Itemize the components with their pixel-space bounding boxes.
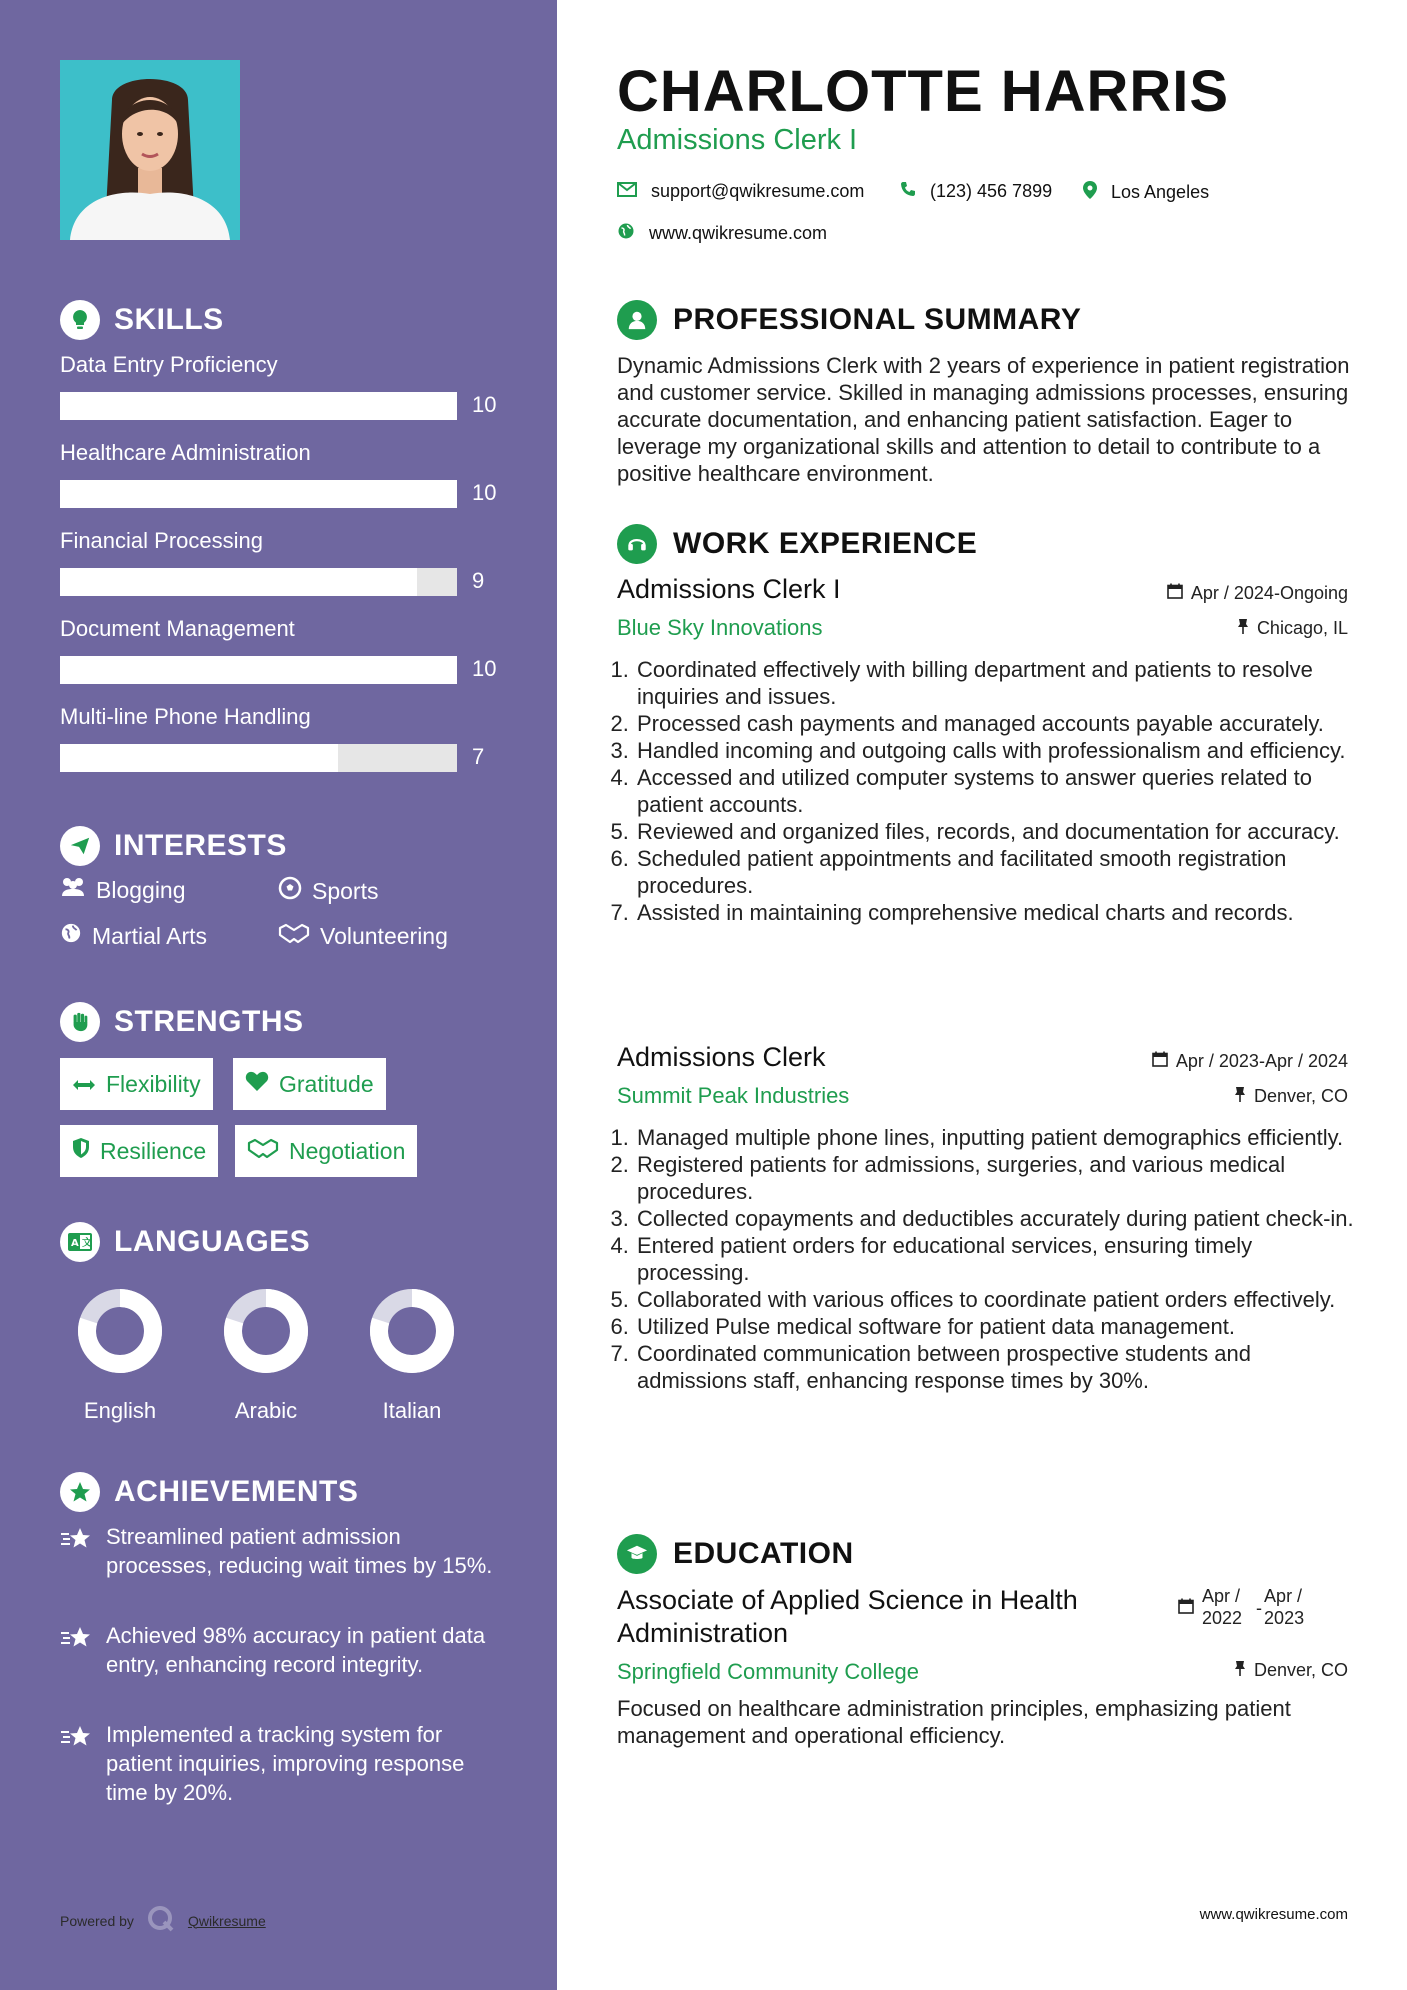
education-start: [1202, 1585, 1242, 1629]
list-item: 3. Handled incoming and outgoing calls with professionalism and efficiency.: [635, 737, 1357, 764]
skill-name: Document Management: [60, 616, 295, 641]
languages-heading: [60, 1222, 310, 1262]
list-item: 6. Scheduled patient appointments and facilitated smooth registration procedures.: [635, 845, 1357, 899]
powered-by: [60, 1904, 266, 1937]
interest-label: Martial Arts: [92, 922, 208, 949]
email-text: support@qwikresume.com: [651, 181, 865, 201]
heart-icon: [245, 1070, 269, 1098]
job-responsibilities: [612, 1124, 1357, 1394]
calendar-icon: [1178, 1585, 1194, 1619]
skill-bar-fill: [60, 480, 457, 508]
strength-badge: [233, 1058, 386, 1110]
skill-item: [60, 352, 500, 417]
paper-plane-icon: [60, 826, 100, 866]
language-item: [60, 1288, 180, 1424]
qwikresume-link[interactable]: Qwikresume: [187, 1912, 266, 1929]
job-location: [1237, 618, 1348, 639]
strength-badge: [60, 1058, 213, 1110]
skill-bar: [60, 744, 457, 772]
list-item: 4. Accessed and utilized computer systems to answer queries related to patient accounts.: [635, 764, 1357, 818]
education-title: EDUCATION: [673, 1537, 854, 1570]
language-donut: [77, 1288, 163, 1374]
strengths-heading: [60, 1002, 304, 1042]
strength-badge: [60, 1125, 218, 1177]
summary-text: Dynamic Admissions Clerk with 2 years of experience in patient registration and customer service. Skilled in managing admissions processes, ensuring accurate documentation, and enhancing patient satisfaction. Eager to leverage my organizational skills and attention to detail to contribute to a positive healthcare environment.: [617, 353, 1350, 486]
skill-bar-fill: [60, 744, 338, 772]
user-icon: [617, 300, 657, 340]
calendar-icon: [1152, 1051, 1168, 1072]
degree-title: Associate of Applied Science in Health Administration: [617, 1585, 1078, 1648]
list-item: 2. Registered patients for admissions, surgeries, and various medical procedures.: [635, 1151, 1357, 1205]
skill-value: 7: [472, 744, 485, 769]
handshake-icon: [278, 922, 310, 950]
profile-photo: [60, 60, 240, 240]
job-location: [1234, 1086, 1348, 1107]
interest-label: Volunteering: [320, 922, 448, 949]
skill-bar-fill: [60, 392, 457, 420]
language-icon: [60, 1222, 100, 1262]
lightbulb-icon: [60, 300, 100, 340]
powered-by-label: Powered by: [60, 1912, 134, 1929]
sidebar: [0, 0, 557, 1990]
job-dates: [1152, 1051, 1348, 1072]
list-item: 3. Collected copayments and deductibles accurately during patient check-in.: [635, 1205, 1357, 1232]
skill-bar: [60, 568, 457, 596]
shooting-star-icon: [60, 1720, 94, 1807]
job-dates-text: Apr / 2024-Ongoing: [1190, 583, 1348, 603]
school-name: Springfield Community College: [617, 1659, 920, 1684]
achievements-heading: [60, 1472, 358, 1512]
experience-title: WORK EXPERIENCE: [673, 527, 978, 560]
interest-item: [60, 922, 207, 950]
candidate-name: CHARLOTTE HARRIS: [617, 59, 1230, 124]
job-title: Admissions Clerk: [617, 1042, 826, 1072]
job-company: Summit Peak Industries: [617, 1083, 850, 1108]
strength-label: Resilience: [100, 1137, 207, 1164]
start-year: 2022: [1202, 1608, 1243, 1628]
achievement-item: [60, 1621, 510, 1679]
skill-item: [60, 616, 500, 681]
interests-title: INTERESTS: [114, 829, 287, 862]
calendar-icon: [1167, 583, 1183, 604]
start-month: Apr /: [1202, 1586, 1241, 1606]
skill-item: [60, 440, 500, 505]
list-item: 2. Processed cash payments and managed accounts payable accurately.: [635, 710, 1357, 737]
skill-bar: [60, 656, 457, 684]
achievement-text: Streamlined patient admission processes, reducing wait times by 15%.: [106, 1524, 493, 1578]
qwikresume-logo-icon: [146, 1904, 176, 1937]
skills-title: SKILLS: [114, 303, 224, 336]
contact-email[interactable]: [617, 181, 864, 202]
language-item: [206, 1288, 326, 1424]
svg-text:A: A: [71, 1238, 79, 1249]
contact-location: [1083, 181, 1209, 204]
education-heading: [617, 1534, 854, 1574]
list-item: 7. Coordinated communication between prospective students and admissions staff, enhancing response times by 30%.: [635, 1340, 1357, 1394]
skill-bar: [60, 480, 457, 508]
job-location-text: Denver, CO: [1253, 1086, 1348, 1106]
summary-title: PROFESSIONAL SUMMARY: [673, 303, 1082, 336]
skills-heading: [60, 300, 224, 340]
shooting-star-icon: [60, 1621, 94, 1679]
interest-item: [60, 876, 186, 904]
contact-phone[interactable]: [900, 181, 1052, 202]
shooting-star-icon: [60, 1522, 94, 1580]
website-text: www.qwikresume.com: [649, 223, 828, 243]
skill-name: Healthcare Administration: [60, 440, 311, 465]
achievement-item: [60, 1720, 510, 1807]
skill-value: 10: [472, 392, 497, 417]
interest-item: [278, 876, 378, 906]
arrows-horizontal-icon: [72, 1071, 96, 1098]
skill-item: [60, 704, 500, 769]
fist-icon: [60, 1002, 100, 1042]
language-name: Italian: [382, 1398, 442, 1423]
languages-title: LANGUAGES: [114, 1225, 311, 1258]
list-item: 7. Assisted in maintaining comprehensive medical charts and records.: [635, 899, 1357, 926]
pushpin-icon: [1237, 618, 1249, 639]
skill-bar: [60, 392, 457, 420]
skill-name: Data Entry Proficiency: [60, 352, 278, 377]
achievement-text: Implemented a tracking system for patient inquiries, improving response time by 20%.: [106, 1722, 465, 1805]
star-badge-icon: [60, 1472, 100, 1512]
date-separator: -: [1256, 1598, 1263, 1618]
strengths-title: STRENGTHS: [114, 1005, 304, 1038]
strength-label: Gratitude: [279, 1070, 374, 1097]
experience-heading: [617, 524, 977, 564]
globe-icon: [60, 922, 82, 950]
end-year: 2023: [1264, 1608, 1305, 1628]
globe-icon: [617, 222, 635, 245]
education-dates: [1178, 1585, 1304, 1629]
skill-value: 10: [472, 480, 497, 505]
pushpin-icon: [1234, 1660, 1246, 1681]
job-location-text: Chicago, IL: [1256, 618, 1348, 638]
map-pin-icon: [1083, 181, 1097, 204]
education-end: [1264, 1585, 1304, 1629]
education-location: [1234, 1660, 1348, 1681]
job-dates-text: Apr / 2023-Apr / 2024: [1175, 1051, 1348, 1071]
language-donut: [223, 1288, 309, 1374]
footer-website[interactable]: www.qwikresume.com: [1199, 1906, 1348, 1923]
job-company: Blue Sky Innovations: [617, 615, 823, 640]
skill-name: Financial Processing: [60, 528, 263, 553]
soccer-ball-icon: [278, 876, 302, 906]
job-dates: [1167, 583, 1348, 604]
strength-badge: [235, 1125, 417, 1177]
envelope-icon: [617, 181, 637, 202]
list-item: 5. Collaborated with various offices to coordinate patient orders effectively.: [635, 1286, 1357, 1313]
users-icon: [60, 876, 86, 904]
summary-heading: [617, 300, 1081, 340]
pushpin-icon: [1234, 1086, 1246, 1107]
contact-website[interactable]: [617, 222, 827, 245]
skill-name: Multi-line Phone Handling: [60, 704, 311, 729]
handshake-icon: [247, 1137, 279, 1165]
end-month: Apr /: [1264, 1586, 1303, 1606]
list-item: 1. Managed multiple phone lines, inputting patient demographics efficiently.: [635, 1124, 1357, 1151]
interest-item: [278, 922, 448, 950]
skill-value: 9: [472, 568, 485, 593]
svg-text:文: 文: [82, 1238, 92, 1249]
graduate-icon: [617, 1534, 657, 1574]
skill-bar-fill: [60, 568, 417, 596]
list-item: 6. Utilized Pulse medical software for patient data management.: [635, 1313, 1357, 1340]
headset-icon: [617, 524, 657, 564]
shield-icon: [72, 1137, 90, 1165]
interest-label: Blogging: [96, 876, 186, 903]
list-item: 4. Entered patient orders for educational services, ensuring timely processing.: [635, 1232, 1357, 1286]
language-donut: [369, 1288, 455, 1374]
language-name: Arabic: [234, 1398, 298, 1423]
phone-icon: [900, 181, 916, 202]
achievement-text: Achieved 98% accuracy in patient data entry, enhancing record integrity.: [106, 1623, 486, 1677]
language-item: [352, 1288, 472, 1424]
list-item: 1. Coordinated effectively with billing department and patients to resolve inquiries and issues.: [635, 656, 1357, 710]
education-description: Focused on healthcare administration principles, emphasizing patient management and operational efficiency.: [617, 1696, 1291, 1748]
education-location-text: Denver, CO: [1253, 1660, 1348, 1680]
achievement-item: [60, 1522, 510, 1580]
strength-label: Negotiation: [289, 1137, 406, 1164]
skill-bar-fill: [60, 656, 457, 684]
candidate-title: Admissions Clerk I: [617, 124, 858, 156]
skill-item: [60, 528, 500, 593]
interests-heading: [60, 826, 287, 866]
skill-value: 10: [472, 656, 497, 681]
interest-label: Sports: [312, 877, 379, 904]
location-text: Los Angeles: [1111, 182, 1210, 202]
phone-text: (123) 456 7899: [930, 181, 1053, 201]
achievements-title: ACHIEVEMENTS: [114, 1475, 359, 1508]
job-title: Admissions Clerk I: [617, 574, 841, 604]
strength-label: Flexibility: [106, 1070, 201, 1097]
list-item: 5. Reviewed and organized files, records, and documentation for accuracy.: [635, 818, 1357, 845]
job-responsibilities: [612, 656, 1357, 926]
language-name: English: [83, 1398, 157, 1423]
